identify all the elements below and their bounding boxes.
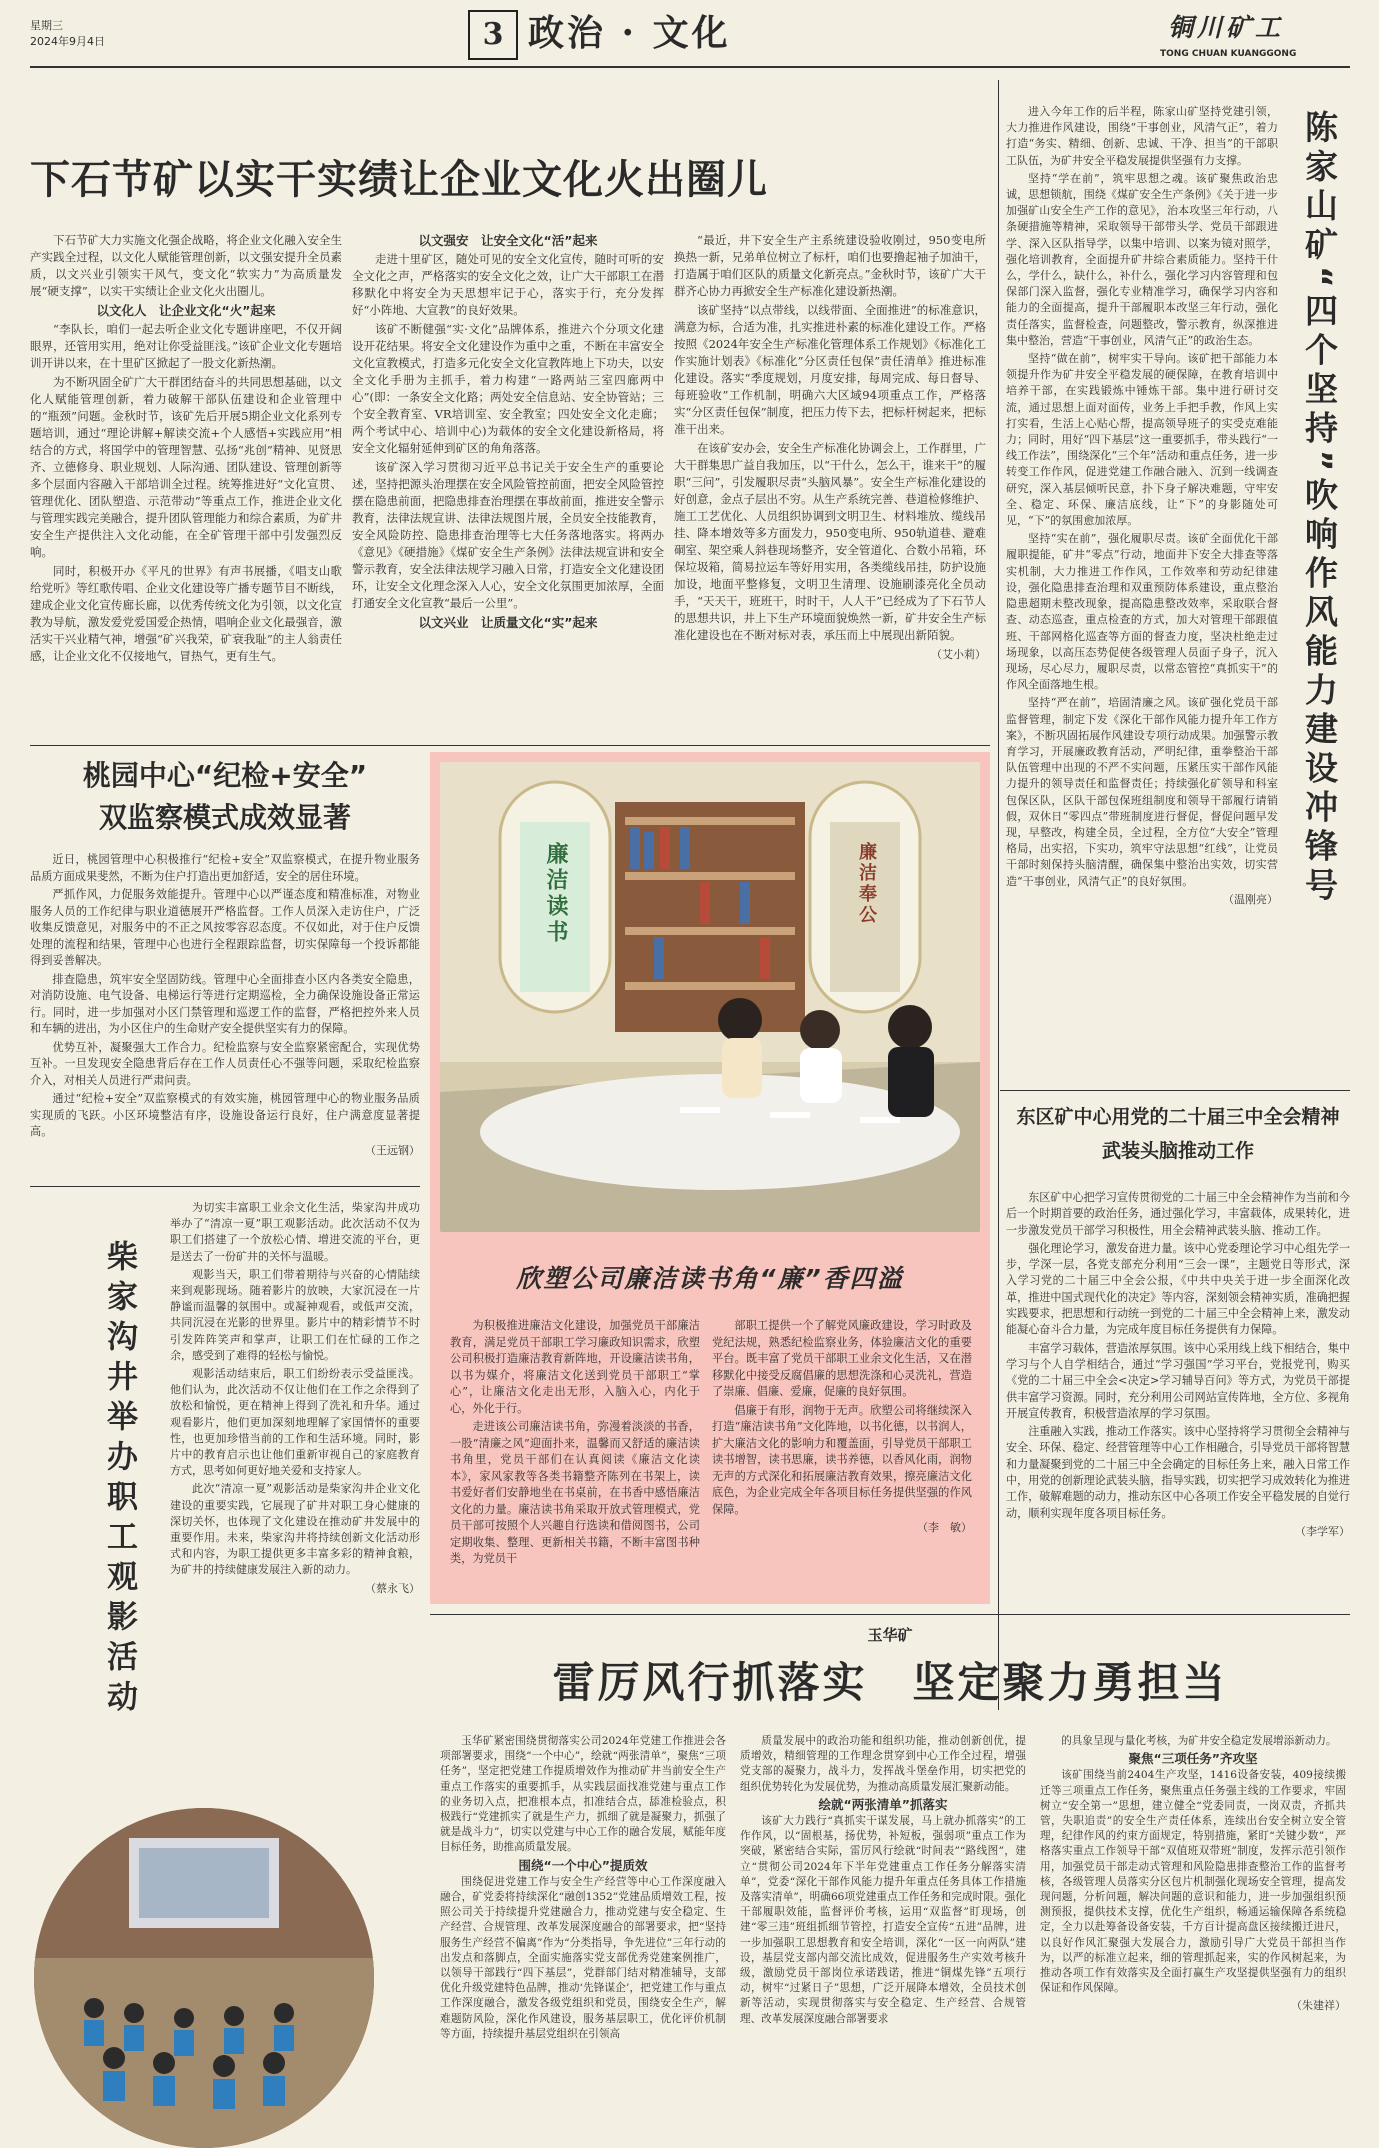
a1-c3-p0: “最近，井下安全生产主系统建设验收刚过，950变电所换热一新，兄弟单位树立了标杆，咱们也要撸起袖子加油干，打造属于咱们区队的质量文化新亮点。”金秋时节，该矿广大干群齐心协力再掀安全生产标准化建设新热潮。 [674, 233, 986, 298]
a4-rule [1000, 1090, 1350, 1091]
a3-title: 欣塑公司廉洁读书角“廉”香四溢 [516, 1264, 904, 1293]
a6-top-rule [30, 1186, 420, 1187]
paper-pinyin: TONG CHUAN KUANGGONG [1160, 49, 1297, 59]
a1-c3-p2: 在该矿安办会，安全生产标准化协调会上，工作群里，广大干群集思广益自我加压，以“干什么，怎么干，谁来干”的履职“三问”，引发履职尽责“头脑风暴”。安全生产标准化建设的好创意，金点子层出不穷。从生产系统完善、巷道检修维护、施工工艺优化、人员组织协调到文明卫生、材料堆放、缆线吊挂、降本增效等多方面发力，950变电所、950轨道巷、避难硐室、架空乘人斜巷现场整齐，安全管道化、合数小吊箱，环保垃圾箱，简易拉运车等好用实用，各类缆线吊挂，防护设施加设，地面平整修复，文明卫生清理、设施刷漆亮化全员动手，“天天干，班班干，时时干，人人干”已经成为了下石节人的思想共识，井上下生产环境面貌焕然一新，矿井安全生产标准化建设也在不断对标对表，承压而上中展现出新陌貌。 [674, 441, 986, 642]
a1-col3 [674, 232, 986, 663]
a1-c2-p2: 该矿不断健强“实·文化”品牌体系，推进六个分项文化建设开花结果。将安全文化建设作为重中之重，不断在丰富安全文化宣教模式，打造多元化安全文化宣教阵地上下功夫，以安全文化手册为主抓手，着力构建“一路两站三室四廊两中心”(即：一条安全文化路；两处安全信息站、安全协管站；三个安全教育室、VR培训室、安全教室；四处安全文化走廊；两个考试中心、培训中心)为载体的安全文化建设新格局，将安全文化辐射延伸到矿区的角角落落。 [352, 322, 664, 455]
a1-rule [30, 745, 990, 746]
a2-title-line1: 桃园中心“纪检+安全” [82, 759, 368, 792]
a4-p4: 坚持“严在前”，培固清廉之风。该矿强化党员干部监督管理，制定下发《深化干部作风能力提升年工作方案》，不断巩固拓展作风建设专项行动成果。加强警示教育学习，开展廉政教育活动，严明纪律，重拳整治干部队伍管理中出现的不严不实问题，压紧压实干部作风能力提升的领导责任和监督责任；持续强化矿领导和科室包保区队，区队干部包保班组制度和领导干部履行请销假，双休日“零四点”带班制度进行督促，督促问题早发现，早整改，构建全员，全过程，全方位“大安全”管理格局，出实招，下实功，筑牢守法思想“红线”，让党员干部时刻保持头脑清醒，确保集中整治出实效，切实营造“干事创业，风清气正”的良好氛围。 [1006, 696, 1278, 888]
a7-c3-p0: 的具象呈现与量化考核，为矿井安全稳定发展增添新动力。 [1061, 1735, 1337, 1747]
a1-c1-p2: “李队长，咱们一起去听企业文化专题讲座吧，不仅开阔眼界，还管用实用，绝对让你受益匪浅。”该矿企业文化专题培训开讲以来，在十里矿区掀起了一股文化新热潮。 [30, 322, 342, 370]
a4-byline: （温刚亮） [1223, 892, 1278, 906]
a2-body [30, 852, 420, 1159]
reading-corner-photo [440, 762, 980, 1232]
a3-c1-p0: 为积极推进廉洁文化建设，加强党员干部廉洁教育，满足党员干部职工学习廉政知识需求，欣塑公司积极打造廉洁教育新阵地，开设廉洁读书角，以书为媒介，将廉洁文化送到党员干部职工“掌心”，让廉洁文化走出无形，入脑入心，内化于心，外化于行。 [450, 1319, 700, 1415]
a5-p3: 注重融入实践，推动工作落实。该中心坚持将学习贯彻全会精神与安全、环保、稳定、经营管理等中心工作相融合，引导党员干部将智慧和力量凝聚到党的二十届三中全会确定的目标任务上来，融入日常工作中，用党的创新理论武装头脑，指导实践，切实把学习成效转化为推进工作，破解难题的动力，推动东区中心各项工作安全平稳发展的自觉行动，顺利实现年度各项目标任务。 [1006, 1425, 1350, 1520]
paper-name: 铜川矿工 [1168, 13, 1285, 42]
a4-title: 陈家山矿“四个坚持”吹响作风能力建设冲锋号 [1300, 110, 1339, 907]
a5-p2: 丰富学习载体，营造浓厚氛围。该中心采用线上线下相结合，集中学习与个人自学相结合，通过“学习强国”学习平台，党报党刊，购买《党的二十届三中全会<决定>学习辅导百问》等方式，为党员干部提供丰富学习资源。同时，充分利用公司网站宣传阵地，全方位、多视角开展宣传教育，积极营造浓厚的学习氛围。 [1006, 1341, 1350, 1420]
a5-byline: （李学军） [1295, 1524, 1350, 1538]
page-number-box: 3 [468, 10, 518, 60]
a4-p0: 进入今年工作的后半程，陈家山矿坚持党建引领，大力推进作风建设，围绕“干事创业，风清气正”，着力打造“务实、精细、创新、忠诚、干净、担当”的干部职工队伍，为矿井安全平稳发展提供坚强有力支撑。 [1006, 105, 1278, 167]
a1-c3-p1: 该矿坚持“以点带线，以线带面、全面推进”的标准意识，满意为标，合适为准，扎实推进朴素的标准化建设工作。严格按照《2024年安全生产标准化管理体系工作规划》《标准化工作实施计划表》《标准化”分区责任包保”责任清单》推进标准化建设。落实“季度规划，月度安排，每周完成、每日督导、每班验收”工作机制，明确六大区域94项重点工作，严格落实“分区责任包保”制度，把压力传下去，把标杆树起来，把标准干出来。 [674, 303, 986, 436]
header-rule [30, 66, 1350, 68]
issue-date: 2024年9月4日 [30, 35, 105, 48]
a1-c2-p1: 走进十里矿区，随处可见的安全文化宣传，随时可听的安全文化之声，严格落实的安全文化之效，让广大干部职工在潜移默化中将安全为天思想牢记于心，落实于行，充分发挥好“小阵地、大宣教”的良好效果。 [352, 252, 664, 317]
a2-title [30, 755, 420, 839]
a7-c2-p2: 该矿大力践行“真抓实干谋发展，马上就办抓落实”的工作作风，以“固根基，扬优势，补短板，强弱项”重点工作为突破，紧密结合实际，雷厉风行绘就“时间表”“路线图”，建立“贯彻公司2024年下半年党建重点工作任务分解落实清单”，党委“深化干部作风能力提升年重点任务具体工作措施及落实清单”，明确66项党建重点工作任务和完成时限。强化干部履职效能，监督评价考核，运用“双监督”盯现场，创建“零三违”班组抓细节管控，打造安全宣传“五进”品牌，进一步加强职工思想教育和安全培训，深化“一区一向两队”建设，基层党支部内部交流比成效，促进服务生产实效考核升级，激励党员干部岗位承诺践诺，推进“铜煤先锋”五项行动，树牢“过紧日子”思想，广泛开展降本增效，全员技术创新等活动，实现贯彻落实与安全稳定、生产经营、合规管理、改革发展深度融合部署要求 [740, 1815, 1026, 2025]
a1-byline: （艾小莉） [931, 648, 986, 661]
a6-body [170, 1200, 420, 1597]
photo-svg [440, 762, 980, 1232]
a5-title [1006, 1100, 1350, 1168]
a3-col1 [450, 1318, 700, 1570]
a2-title-line2: 双监察模式成效显著 [98, 801, 351, 834]
header-date-block [30, 18, 150, 50]
a3-col2 [712, 1318, 972, 1537]
a7-c1-p2: 围绕促进党建工作与安全生产经营等中心工作深度融入融合，矿党委将持续深化“融创1352”党建品质增效工程，按照公司关于持续提升党建融合力，推动党建与安全稳定、生产经营、合规管理、改革发展深度融合的部署要求，把“坚持服务生产经营不偏离”作为“分类指导，争先进位”三年行动的出发点和落脚点，全面实施落实党支部优秀党建案例推广，以领导干部践行“四下基层”，党群部门结对精准辅导，支部优化升级党建特色品牌，推动‘先锋谋企’，把党建工作与重点工作深度融合，激发各级党组织和党员，围绕安全生产，解难题防风险，深化作风建设，服务基层职工，优化评价机制等方面，持续提升基层党组织在引领高 [440, 1875, 726, 2040]
movie-event-photo [34, 1808, 374, 2148]
a5-p1: 强化理论学习，激发奋进力量。该中心党委理论学习中心组先学一步，学深一层，各党支部充分利用“三会一课”，主题党日等形式，深入学习党的二十届三中全会公报，《中共中央关于进一步全面深化改革，推进中国式现代化的决定》等内容，深刻领会精神实质，准确把握实践要求，把思想和行动统一到党的二十届三中全会精神上来，激发动能凝心奋斗合力量，为完成年度目标任务提供有力保障。 [1006, 1241, 1350, 1337]
a7-c3-sub1: 聚焦“三项任务”齐攻坚 [1128, 1751, 1258, 1767]
a6-p3: 此次“清凉一夏”观影活动是柴家沟井企业文化建设的重要实践，它展现了矿井对职工身心健康的深切关怀，也体现了文化建设在推动矿井发展中的重要作用。未来，柴家沟井将持续创新文化活动形式和内容，为职工提供更多丰富多彩的精神食粮，为矿井的持续健康发展注入新的动力。 [170, 1482, 420, 1577]
a1-title: 下石节矿以实干实绩让企业文化火出圈儿 [30, 157, 768, 203]
a2-byline: （王远钢） [365, 1143, 420, 1157]
col-divider-right [998, 80, 999, 1710]
a6-title: 柴家沟井举办职工观影活动 [101, 1240, 137, 1720]
a2-p4: 通过“纪检+安全”双监察模式的有效实施，桃园管理中心的物业服务品质实现质的飞跃。小区环境整洁有序，设施设备运行良好，住户满意度显著提高。 [30, 1092, 420, 1138]
a6-p1: 观影当天，职工们带着期待与兴奋的心情陆续来到观影现场。随着影片的放映，大家沉浸在一片静谧而温馨的氛围中。或凝神观看，或低声交流，共同沉浸在光影的世界里。影片中的精彩情节不时引发阵阵笑声和掌声，让职工们在忙碌的工作之余，感受到了难得的轻松与愉悦。 [170, 1267, 420, 1362]
a5-body [1006, 1190, 1350, 1540]
a1-c1-p3: 为不断巩固全矿广大干群团结奋斗的共同思想基础，以文化人赋能管理创新，着力破解干部队伍建设和企业管理中的“瓶颈”问题。金秋时节，该矿先后开展5期企业文化系列专题培训，通过“理论讲解+解读交流+个人感悟+实践应用”相结合的方式，将国学中的管理智慧、弘扬“兆创”精神、见贤思齐、立德修身、职业规划、人际沟通、团队建设、管理创新等多个层面内容融入干部培训全过程。统筹推进好“文化宣贯、管理优化、团队塑造、示范带动”等重点工作，推进企业文化与管理实践完美融合，提升团队管理能力和综合素质，为矿井安全生产提供注入文化动能，在全矿管理干部中引发强烈反响。 [30, 375, 342, 559]
a3-c2-p0: 部职工提供一个了解党风廉政建设，学习时政及党纪法规，熟悉纪检监察业务，体验廉洁文化的重要平台。既丰富了党员干部职工业余文化生活，又在潜移默化中接受反腐倡廉的思想洗涤和心灵洗礼，营造了崇廉、倡廉、爱廉，促廉的良好氛围。 [712, 1319, 972, 1398]
a7-c3-p2: 该矿围绕当前2404生产攻坚，1416设备安装，409接续搬迁等三项重点工作任务，聚焦重点任务强主线的工作要求，牢固树立“安全第一”思想，建立健全“党委同责，一岗双责，齐抓共管，失职追责”的安全生产责任体系，连续出台安全树立安全管理，纪律作风的约束方面规定，特别措施，紧盯“关键少数”，严格落实重点工作领导干部“双值班双带班”制度，发挥示范引领作用，加强党员干部走动式管理和风险隐患排查整治工作的监督考核，各级管理人员落实分区包片机制强化现场安全管理，提高发现问题，分析问题，解决问题的意识和能力，进一步加强组织预测预报，提供技术支撑，优化生产组织，畅通运输保障各系统稳定，全力以赴筹备设备安装，千方百计提高盘区接续搬迁进尺，以良好作风汇聚强大发展合力，激励引导广大党员干部担当作为，以严的标准立起来，细的管理抓起来，实的作风树起来，为推动各项工作有效落实及全面打赢生产攻坚提供坚强有力的组织保证和作风保障。 [1040, 1769, 1346, 1995]
weekday: 星期三 [30, 19, 63, 32]
a5-title-line1: 东区矿中心用党的二十届三中全会精神 [1016, 1106, 1340, 1128]
a2-p3: 优势互补，凝聚强大工作合力。纪检监察与安全监察紧密配合，实现优势互补。一旦发现安全隐患背后存在工作人员责任心不强等问题，采取纪检监察介入，对相关人员进行严肃问责。 [30, 1040, 420, 1087]
a6-byline: （蔡永飞） [365, 1581, 420, 1595]
a6-p2: 观影活动结束后，职工们纷纷表示受益匪浅。他们认为，此次活动不仅让他们在工作之余得到了放松和愉悦，更在精神上得到了洗礼和升华。通过观看影片，他们更加深刻地理解了家国情怀的重要性，也更加珍惜当前的工作和生活环境。同时，影片中的教育启示也让他们重新审视自己的家庭教育方式，思考如何更好地关爱和支持家人。 [170, 1367, 420, 1478]
a7-c2-sub1: 绘就“两张清单”抓落实 [818, 1796, 948, 1812]
a5-title-line2: 武装头脑推动工作 [1101, 1140, 1254, 1162]
movie-photo-svg [34, 1808, 374, 2148]
a7-kicker: 玉华矿 [867, 1626, 913, 1644]
a6-p0: 为切实丰富职工业余文化生活，柴家沟井成功举办了“清凉一夏”职工观影活动。此次活动不仅为职工们搭建了一个放松心情、增进交流的平台，更是送去了一份矿井的关怀与温暖。 [170, 1201, 420, 1263]
a1-col2 [352, 232, 664, 633]
a2-p0: 近日，桃园管理中心积极推行“纪检+安全”双监察模式，在提升物业服务品质方面成果斐然，不断为住户打造出更加舒适，安全的居住环境。 [30, 853, 420, 883]
a1-c1-p0: 下石节矿大力实施文化强企战略，将企业文化融入安全生产实践全过程，以文化人赋能管理创新，以文强安提升全员素质，以文兴业引领实干风气，变文化“软实力”为高质量发展“硬支撑”，以实干实绩让企业文化火出圈儿。 [30, 233, 342, 298]
photo-slogan-text: 廉洁奉公 [856, 842, 877, 926]
a2-p1: 严抓作风，力促服务效能提升。管理中心以严谨态度和精准标准，对物业服务人员的工作纪律与职业道德展开严格监督。工作人员深入走访住户，广泛收集反馈意见，对服务中的不正之风按零容忍态度。不仅如此，对于住户反馈处理的流程和结果，管理中心也进行全程跟踪监督，切实保障每一个投诉都能得到妥善解决。 [30, 888, 420, 967]
a1-c1-p4: 同时，积极开办《平凡的世界》有声书展播，《唱支山歌给党听》等红歌传唱、企业文化建设等广播专题节目不断线，建成企业文化宣传廊长廊，以优秀传统文化为引领，以文化宣教为导航，激发爱党爱国爱企热情，唱响企业文化最强音，激活实干兴业精气神，增强“矿兴我荣，矿衰我耻”的主人翁责任感，让企业文化不仅接地气，冒热气，更有生气。 [30, 564, 342, 663]
a1-c2-p3: 该矿深入学习贯彻习近平总书记关于安全生产的重要论述，坚持把源头治理摆在安全风险管控前面，把安全风险管控摆在隐患前面，把隐患排查治理摆在事故前面，推进安全警示教育，法律法规宣讲、法律法规图片展，全员安全技能教育，安全风险防控、隐患排查治理等七大任务落地落实。将两办《意见》《硬措施》《煤矿安全生产条例》法律法规宣讲和安全警示教育，安全法律法规学习融入日常，打造安全文化建设团环，让安全文化理念深入人心，安全文化氛围更加浓厚，全面打通安全文化宣教“最后一公里”。 [352, 460, 664, 610]
a7-c2-p0: 质量发展中的政治功能和组织功能，推动创新创优，提质增效，精细管理的工作理念贯穿到中心工作全过程，增强党支部的凝聚力，战斗力，发挥战斗堡垒作用，切实把党的组织优势转化为发展优势，为推动高质量发展汇聚新动能。 [740, 1735, 1026, 1793]
a3-c1-p1: 走进该公司廉洁读书角，弥漫着淡淡的书香，一股“清廉之风”迎面扑来，温馨而又舒适的廉洁读书角里，党员干部们在认真阅读《廉洁文化读本》，家风家教等各类书籍整齐陈列在书架上，读书爱好者们安静地坐在书桌前，在书香中感悟廉洁文化的力量。廉洁读书角采取开放式管理模式，党员干部可按照个人兴趣自行选读和借阅图书，公司定期收集、整理、更新相关书籍，不断丰富图书种类，为党员干 [450, 1420, 700, 1565]
a7-c1-sub1: 围绕“一个中心”提质效 [518, 1857, 648, 1873]
a7-title: 雷厉风行抓落实 坚定聚力勇担当 [552, 1658, 1228, 1707]
section-title: 政治 · 文化 [528, 12, 731, 54]
a7-col1 [440, 1734, 726, 2044]
a1-col1 [30, 232, 342, 667]
a7-c1-p0: 玉华矿紧密围绕贯彻落实公司2024年党建工作推进会各项部署要求，围绕“一个中心”，绘就“两张清单”，聚焦“三项任务”，坚定把党建工作提质增效作为推动矿井当前安全生产重点工作落实的重要抓手，从实践层面找准党建与重点工作的业务切入点，把准根本点，扣准结合点，舔准检验点，积极践行“党建抓实了就是生产力，抓细了就是凝聚力，抓强了就是战斗力”，切实以党建与中心工作的融合发展，赋能年度目标任务，助推高质量发展。 [440, 1735, 726, 1854]
a3-byline: （李 敏） [917, 1521, 972, 1534]
a1-c2-sub1: 以文强安 让安全文化“活”起来 [418, 233, 598, 248]
a5-p0: 东区矿中心把学习宣传贯彻党的二十届三中全会精神作为当前和今后一个时期首要的政治任务，通过强化学习，丰富载体，成果转化，进一步激发党员干部学习积极性，用全会精神武装头脑、推动工作。 [1006, 1191, 1350, 1237]
a7-col3 [1040, 1734, 1346, 2014]
a4-p2: 坚持“做在前”，树牢实干导向。该矿把干部能力本领提升作为矿井安全平稳发展的硬保障，在教育培训中培养干部，在实践锻炼中锤炼干部。集中进行研讨交流，通过思想上面对面传，业务上手把手教，作风上实打实看，生活上心贴心帮，提高领导班子的实受克难能力；同时，用好“四下基层”这一重要抓手，带头践行“一线工作法”，围绕深化“三个年”活动和重点任务，进一步转变工作作风，促进党建工作融合融入、沉到一线调查研究，深入基层倾听民意，扑下身子解决难题，守牢安全、稳定、环保、廉洁底线，让“下”的身影随处可见，“下”的氛围愈加浓厚。 [1006, 352, 1278, 528]
a4-p3: 坚持“实在前”，强化履职尽责。该矿全面优化干部履职提能，矿井“零点”行动，地面井下安全大排查等落实机制，大力推进工作作风，工作效率和劳动纪律建设，强化隐患排查治理和双重预防体系建设，重点整治隐患超期未整改现象，提高隐患整改效率，采取联合督查、动态巡查，重点检查的方式，加大对管理干部跟值班、干部网格化巡查等方面的督查力度，坚决杜绝走过场现象，以高压态势促使各级管理人员面子身子，沉入现场，尽心尽力，履职尽责，以常态管控“真抓实干”的作风全面落地生根。 [1006, 532, 1278, 692]
a4-p1: 坚持“学在前”，筑牢思想之魂。该矿聚焦政治忠诚，思想锁航，围绕《煤矿安全生产条例》《关于进一步加强矿山安全生产工作的意见》，治本攻坚三年行动，八条硬措施等精神，采取领导干部带头学、党员干部跟进学、深入区队指导学，以集中培训、以案为镜对照学，强化培训教育，全面提升矿井综合素质能力。坚持干什么，学什么，缺什么，补什么，强化学习内容管理和包保部门深入监督，强化专业精准学习，确保学习内容和能力的全面提高，提升干部履职本改坚三年行动，强化责任落实，监督检查，问题整改，警示教育，纵深推进集中整治，营造“干事创业，风清气正”的政治生态。 [1006, 171, 1278, 347]
a1-c1-sub1: 以文化人 让企业文化“火”起来 [96, 303, 276, 318]
a1-c2-sub2: 以文兴业 让质量文化“实”起来 [418, 615, 598, 630]
a7-byline: （朱建祥） [1291, 1999, 1346, 2013]
a4-body [1006, 104, 1278, 908]
a2-p2: 排查隐患，筑牢安全坚固防线。管理中心全面排查小区内各类安全隐患，对消防设施、电气设备、电梯运行等进行定期巡检，全力确保设施设备正常运行。同时，进一步加强对小区门禁管理和巡逻工作的监督，严格把控外来人员和车辆的进出，为小区住户的生命财产安全提供坚实有力的保障。 [30, 972, 420, 1035]
a7-top-rule [430, 1614, 1350, 1615]
photo-sign-text: 廉洁读书 [543, 842, 569, 946]
a7-col2 [740, 1734, 1026, 2029]
a3-c2-p1: 倡廉于有形，润物于无声。欣塑公司将继续深入打造“廉洁读书角”文化阵地，以书化德，以书润人，扩大廉洁文化的影响力和覆盖面，引导党员干部职工读书增智，读书思廉，读书养德，以香风化雨，润物无声的方式深化和拓展廉洁教育效果，擦亮廉洁文化底色，为企业完成全年各项目标任务提供坚强的作风保障。 [712, 1403, 972, 1516]
